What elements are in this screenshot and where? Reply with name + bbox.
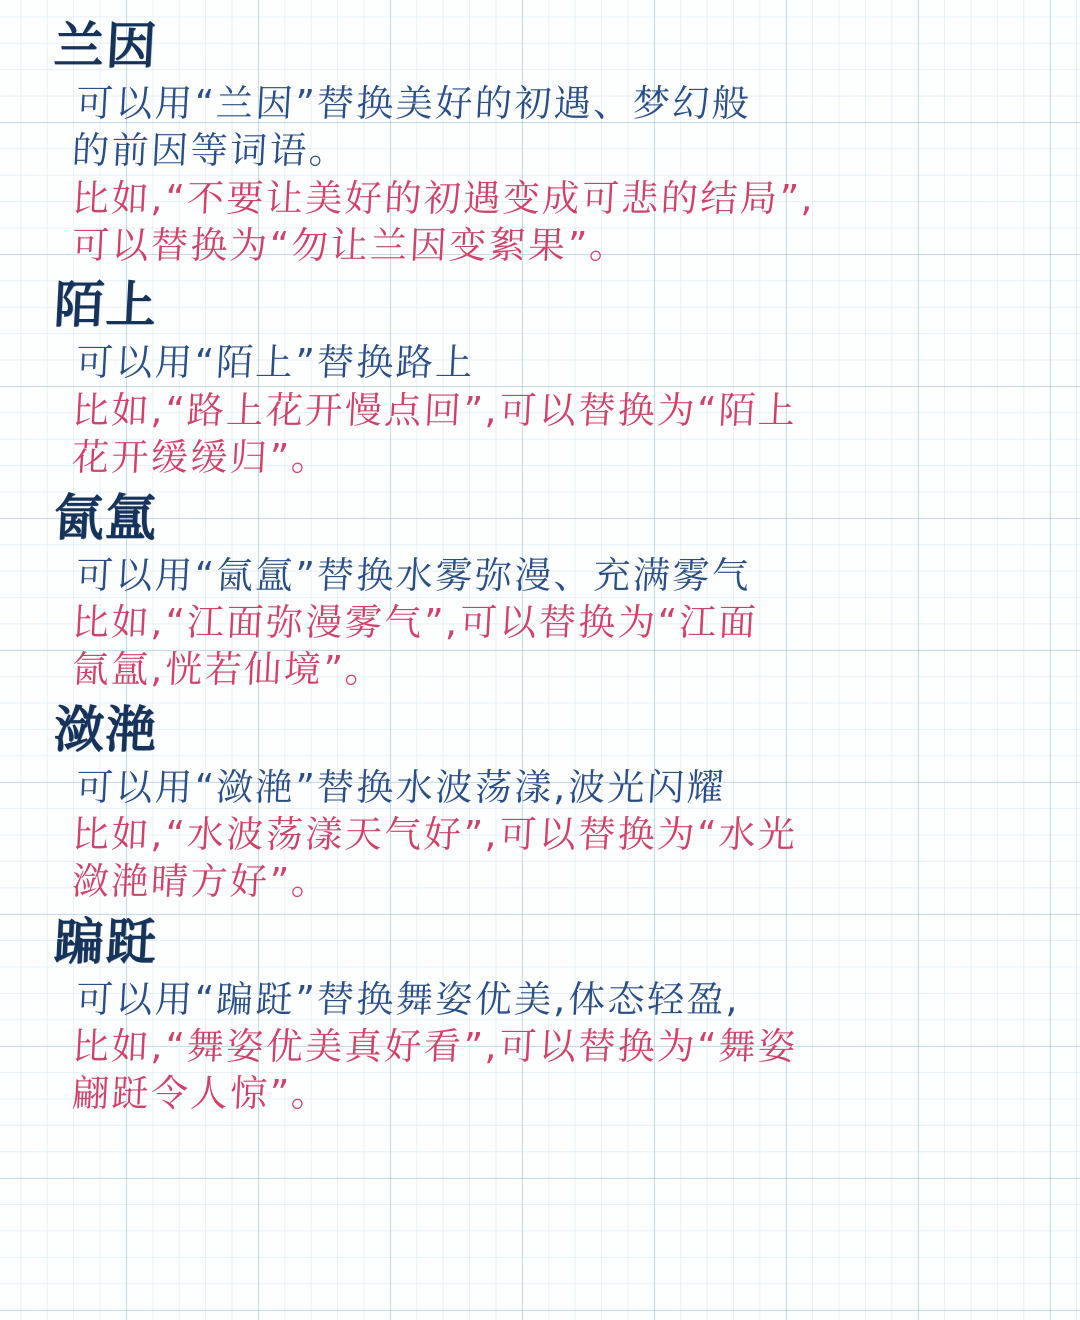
entry-moshang	[46, 273, 1050, 481]
entry-line: 潋滟晴方好”。	[70, 860, 332, 904]
entry-line: 花开缓缓归”。	[70, 436, 332, 480]
entry-line: 可以用“兰因”替换美好的初遇、梦幻般	[74, 82, 753, 125]
entry-line: 比如,“不要让美好的初遇变成可悲的结局”,	[70, 176, 817, 220]
entry-term: 陌上	[52, 276, 160, 335]
entry-lianyan	[46, 698, 1050, 906]
entry-pianxian	[46, 910, 1050, 1118]
entry-line: 翩跹令人惊”。	[70, 1072, 332, 1116]
entry-line: 比如,“江面弥漫雾气”,可以替换为“江面	[70, 600, 760, 644]
entry-line: 的前因等词语。	[70, 129, 350, 173]
entry-line: 可以用“氤氲”替换水雾弥漫、充满雾气	[74, 553, 753, 597]
entry-line: 比如,“水波荡漾天气好”,可以替换为“水光	[70, 812, 799, 856]
entry-line: 可以用“蹁跹”替换舞姿优美,体态轻盈,	[74, 977, 742, 1021]
entry-term: 潋滟	[52, 700, 160, 759]
entry-line: 可以替换为“勿让兰因变絮果”。	[70, 224, 630, 268]
entry-yinyun	[46, 486, 1050, 694]
entry-term: 氤氲	[52, 488, 160, 547]
entry-line: 可以用“潋滟”替换水波荡漾,波光闪耀	[74, 765, 728, 809]
entry-lanyin	[46, 14, 1050, 269]
entry-line: 比如,“舞姿优美真好看”,可以替换为“舞姿	[70, 1025, 799, 1069]
entry-line: 比如,“路上花开慢点回”,可以替换为“陌上	[70, 388, 799, 432]
entry-line: 可以用“陌上”替换路上	[74, 341, 476, 385]
entry-term: 蹁跹	[52, 912, 160, 971]
entry-term: 兰因	[52, 17, 160, 75]
entry-line: 氤氲,恍若仙境”。	[70, 648, 386, 692]
